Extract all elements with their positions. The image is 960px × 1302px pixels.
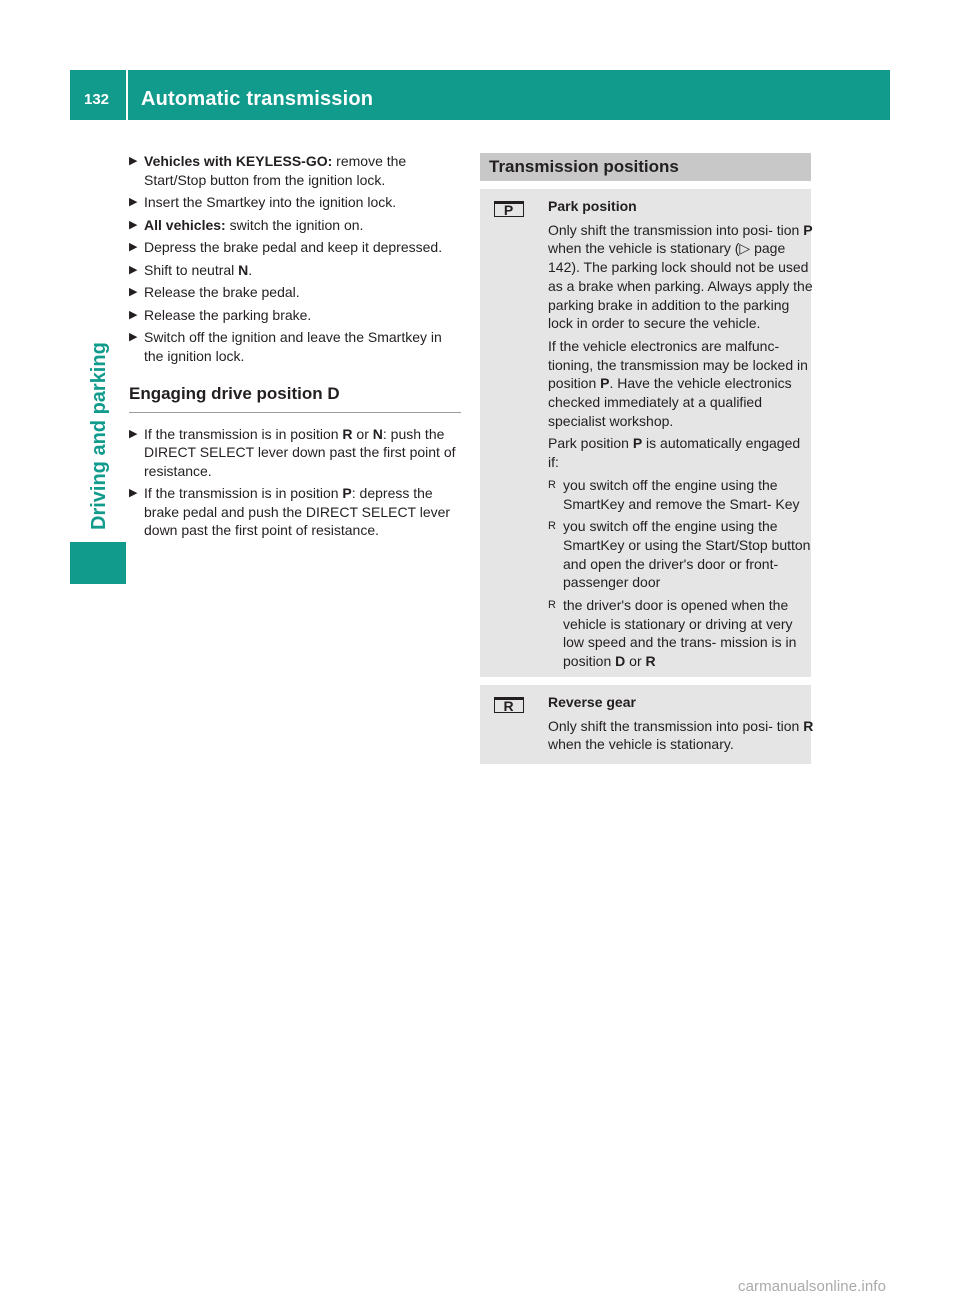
arrow-right-icon: ▶ — [129, 241, 138, 253]
bullet-item — [548, 476, 814, 513]
arrow-right-icon: ▶ — [129, 155, 138, 167]
instruction-step — [129, 328, 461, 365]
para-text: when the vehicle is stationary. — [548, 736, 734, 753]
gear-symbol-letter: P — [503, 202, 514, 218]
arrow-right-icon: ▶ — [129, 263, 138, 276]
step-text: remove the Start/Stop button from the ignition lock. — [144, 153, 407, 188]
instruction-step — [129, 238, 461, 257]
step-text: Insert the Smartkey into the ignition lock. — [144, 194, 397, 210]
table-row-park — [480, 189, 811, 677]
gear-letter: P — [632, 435, 643, 452]
table-row-reverse — [480, 685, 814, 764]
step-text: If the transmission is in position — [144, 485, 343, 501]
arrow-right-icon: ▶ — [129, 286, 138, 298]
park-position-icon — [494, 201, 524, 217]
step-text: Shift to neutral — [144, 261, 239, 278]
para-text: If the vehicle electronics are malfunc- tioning, the transmission may be locked in position — [548, 337, 808, 392]
arrow-right-icon: ▶ — [129, 308, 138, 321]
instruction-step — [129, 152, 461, 189]
gear-letter: R — [342, 425, 353, 442]
bullet-r-icon: R — [548, 478, 556, 491]
instruction-step — [129, 261, 461, 280]
page-title: Automatic transmission — [141, 88, 374, 110]
transmission-positions-table — [480, 153, 814, 764]
bullet-r-icon: R — [548, 520, 556, 533]
chapter-tab-label: Driving and parking — [88, 342, 110, 530]
step-bold-text: Vehicles with KEYLESS-GO: — [144, 153, 333, 169]
instruction-step — [129, 193, 461, 212]
gear-letter: N — [238, 261, 249, 278]
gear-letter: P — [600, 375, 610, 392]
symbol-cell — [480, 685, 537, 764]
gear-letter: P — [803, 221, 813, 238]
gear-symbol-letter: R — [503, 697, 514, 714]
bullet-item — [548, 596, 814, 671]
reverse-gear-icon — [494, 697, 524, 713]
para-text: is automatically engaged if: — [548, 435, 801, 471]
step-text: or — [352, 425, 373, 442]
para-text: Only shift the transmission into posi- tion — [548, 717, 804, 734]
page-header — [70, 70, 890, 120]
step-text: switch the ignition on. — [225, 216, 364, 233]
gear-letter: R — [803, 717, 814, 734]
step-text: : push the DIRECT SELECT lever down past the first point of resistance. — [144, 425, 456, 479]
watermark: carmanualsonline.info — [738, 1278, 887, 1295]
para-text: . Have the vehicle electronics checked immediately at a qualified specialist workshop. — [548, 375, 792, 429]
paragraph — [548, 337, 814, 431]
section-heading: Engaging drive position D — [129, 385, 461, 413]
bullet-text: the driver's door is opened when the vehicle is stationary or driving at very low speed and the trans- mission is in position — [563, 597, 797, 670]
step-text: Release the brake pedal. — [144, 284, 300, 300]
bullet-text: or — [625, 653, 646, 670]
gear-letter: P — [342, 485, 352, 501]
table-heading: Transmission positions — [480, 153, 811, 181]
left-column — [129, 152, 461, 544]
bullet-text: you switch off the engine using the SmartKey and remove the Smart- Key — [563, 476, 800, 512]
step-text: : depress the brake pedal and push the DIRECT SELECT lever down past the first point of resistance. — [144, 485, 451, 538]
arrow-right-icon: ▶ — [129, 196, 138, 208]
gear-letter: R — [645, 653, 656, 670]
bullet-r-icon: R — [548, 599, 556, 612]
instruction-step — [129, 283, 461, 302]
bullet-text: you switch off the engine using the SmartKey or using the Start/Stop button and open the driver's door or front-passenger door — [563, 518, 811, 591]
description-cell — [537, 685, 814, 764]
symbol-cell — [480, 189, 537, 677]
arrow-right-icon: ▶ — [129, 487, 138, 499]
page-number: 132 — [84, 91, 110, 108]
row-title: Reverse gear — [548, 693, 636, 710]
arrow-right-icon: ▶ — [129, 427, 138, 440]
para-text: when the vehicle is stationary (▷ page 142). The parking lock should not be used as a brake when parking. Always apply the parking brake in addition to the parking lock in order to secure the vehicle. — [548, 240, 813, 332]
paragraph — [548, 221, 814, 333]
para-text: Park position — [548, 435, 633, 452]
step-text: Release the parking brake. — [144, 306, 312, 323]
arrow-right-icon: ▶ — [129, 218, 138, 231]
para-text: Only shift the transmission into posi- tion — [548, 221, 804, 238]
instruction-step — [129, 425, 461, 481]
step-text: If the transmission is in position — [144, 425, 343, 442]
instruction-step — [129, 484, 461, 540]
paragraph — [548, 434, 814, 471]
chapter-tab-marker — [70, 542, 126, 584]
arrow-right-icon: ▶ — [129, 331, 138, 343]
bullet-item — [548, 517, 814, 592]
paragraph — [548, 717, 814, 754]
step-bold-text: All vehicles: — [144, 216, 226, 233]
step-text: Switch off the ignition and leave the Smartkey in the ignition lock. — [144, 329, 442, 364]
instruction-step — [129, 306, 461, 325]
step-text: . — [248, 261, 253, 278]
header-divider — [126, 70, 128, 120]
gear-letter: N — [372, 425, 383, 442]
instruction-step — [129, 216, 461, 235]
row-title: Park position — [548, 198, 637, 214]
description-cell — [537, 189, 814, 677]
step-text: Depress the brake pedal and keep it depressed. — [144, 239, 443, 255]
gear-letter: D — [615, 653, 626, 670]
